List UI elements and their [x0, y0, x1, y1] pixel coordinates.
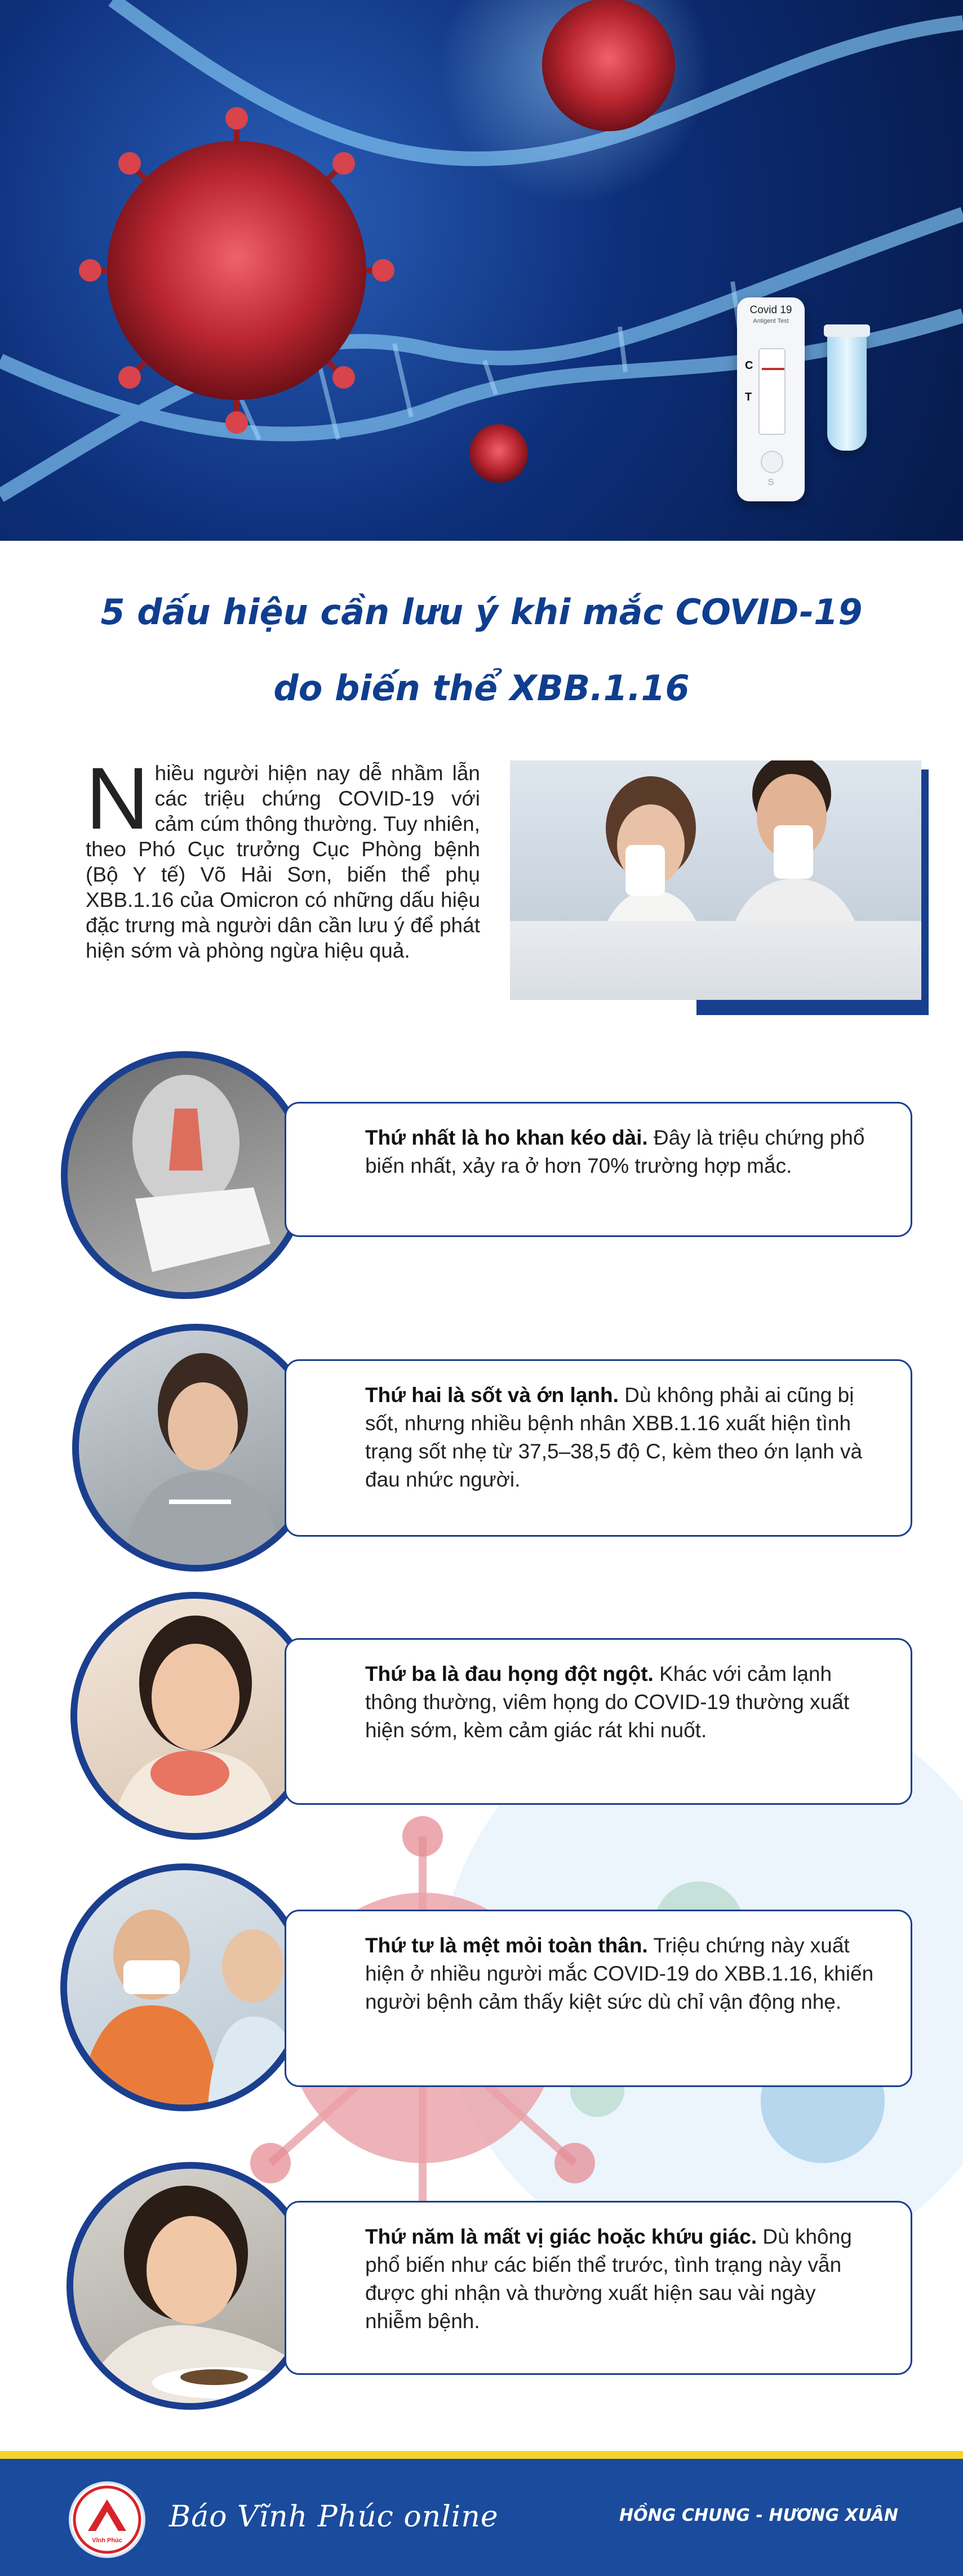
- symptom-card-3: [285, 1638, 912, 1805]
- symptom-card-2: [285, 1359, 912, 1537]
- symptom-5-photo: [66, 2162, 314, 2410]
- symptom-3-heading: Thứ ba là đau họng đột ngột.: [365, 1662, 654, 1685]
- test-kit-title: Covid 19: [749, 304, 792, 316]
- intro-text: hiều người hiện nay dễ nhầm lẫn các triệu chứng COVID-19 với cảm cúm thông thường. Tuy nhiên, theo Phó Cục trưởng Cục Phòng bệnh (Bộ Y tế) Võ Hải Sơn, biến thể phụ XBB.1.16 của Omicron có những dấu hiệu đặc trưng mà người dân cần lưu ý để phát hiện sớm và phòng ngừa hiệu quả.: [86, 762, 480, 962]
- symptom-2-text: [365, 1381, 877, 1494]
- test-window: [758, 348, 786, 435]
- intro-paragraph: [86, 750, 480, 963]
- symptom-5-body: Dù không phổ biến như các biến thể trước, tình trạng này vẫn được ghi nhận và thường xuất hiện sau vài ngày nhiễm bệnh.: [365, 2225, 852, 2333]
- authors-credit: HỒNG CHUNG - HƯƠNG XUÂN: [619, 2506, 898, 2525]
- virus-small-bottom: [469, 424, 528, 483]
- virus-small-top: [542, 0, 675, 131]
- test-s-mark: S: [767, 478, 774, 487]
- symptom-1-photo: [61, 1051, 309, 1299]
- symptom-card-1: [285, 1102, 912, 1237]
- headline-line-2: do biến thể XBB.1.16: [273, 668, 690, 709]
- test-tube: [827, 332, 867, 451]
- symptom-3-body: Khác với cảm lạnh thông thường, viêm họng do COVID-19 thường xuất hiện sớm, kèm cảm giác rát khi nuốt.: [365, 1662, 850, 1742]
- symptom-2-heading: Thứ hai là sốt và ớn lạnh.: [365, 1383, 619, 1407]
- symptom-4-text: [365, 1932, 877, 2016]
- antigen-test-kit: [737, 297, 805, 501]
- symptom-4-body: Triệu chứng này xuất hiện ở nhiều người mắc COVID-19 do XBB.1.16, khiến người bệnh cảm thấy kiệt sức dù chỉ vận động nhẹ.: [365, 1934, 874, 2013]
- test-control-line: [762, 368, 784, 370]
- hero-banner: [0, 0, 963, 541]
- symptom-card-5: [285, 2201, 912, 2375]
- test-t-mark: T: [745, 391, 752, 403]
- symptom-1-text: [365, 1124, 877, 1180]
- symptom-3-text: [365, 1660, 877, 1745]
- dna-virus-illustration: [0, 0, 963, 541]
- symptom-2-body: Dù không phải ai cũng bị sốt, nhưng nhiều bệnh nhân XBB.1.16 xuất hiện tình trạng sốt nhẹ từ 37,5–38,5 độ C, kèm theo ớn lạnh và đau nhức người.: [365, 1383, 863, 1491]
- virus-large: [79, 107, 394, 434]
- test-kit-subtitle: Antigent Test: [753, 318, 789, 324]
- brand-name: Báo Vĩnh Phúc online: [169, 2500, 499, 2534]
- newspaper-logo: [69, 2481, 145, 2558]
- intro-photo-sneezing-people: [510, 760, 921, 1000]
- test-c-mark: C: [745, 359, 753, 372]
- logo-caption: Vĩnh Phúc: [92, 2537, 122, 2544]
- symptom-3-photo: [70, 1592, 318, 1840]
- symptom-2-photo: [72, 1324, 320, 1572]
- intro-dropcap: N: [86, 750, 149, 848]
- symptom-4-photo: [60, 1863, 308, 2111]
- symptom-1-heading: Thứ nhất là ho khan kéo dài.: [365, 1126, 648, 1149]
- footer-accent-bar: [0, 2451, 963, 2459]
- headline-line-1: 5 dấu hiệu cần lưu ý khi mắc COVID-19: [100, 591, 863, 633]
- symptom-5-heading: Thứ năm là mất vị giác hoặc khứu giác.: [365, 2225, 757, 2248]
- symptom-card-4: [285, 1910, 912, 2087]
- logo-emblem-icon: [71, 2484, 143, 2556]
- symptom-5-text: [365, 2223, 877, 2335]
- test-sample-well: [761, 451, 783, 473]
- symptom-4-heading: Thứ tư là mệt mỏi toàn thân.: [365, 1934, 648, 1957]
- symptom-1-body: Đây là triệu chứng phổ biến nhất, xảy ra ở hơn 70% trường hợp mắc.: [365, 1126, 865, 1177]
